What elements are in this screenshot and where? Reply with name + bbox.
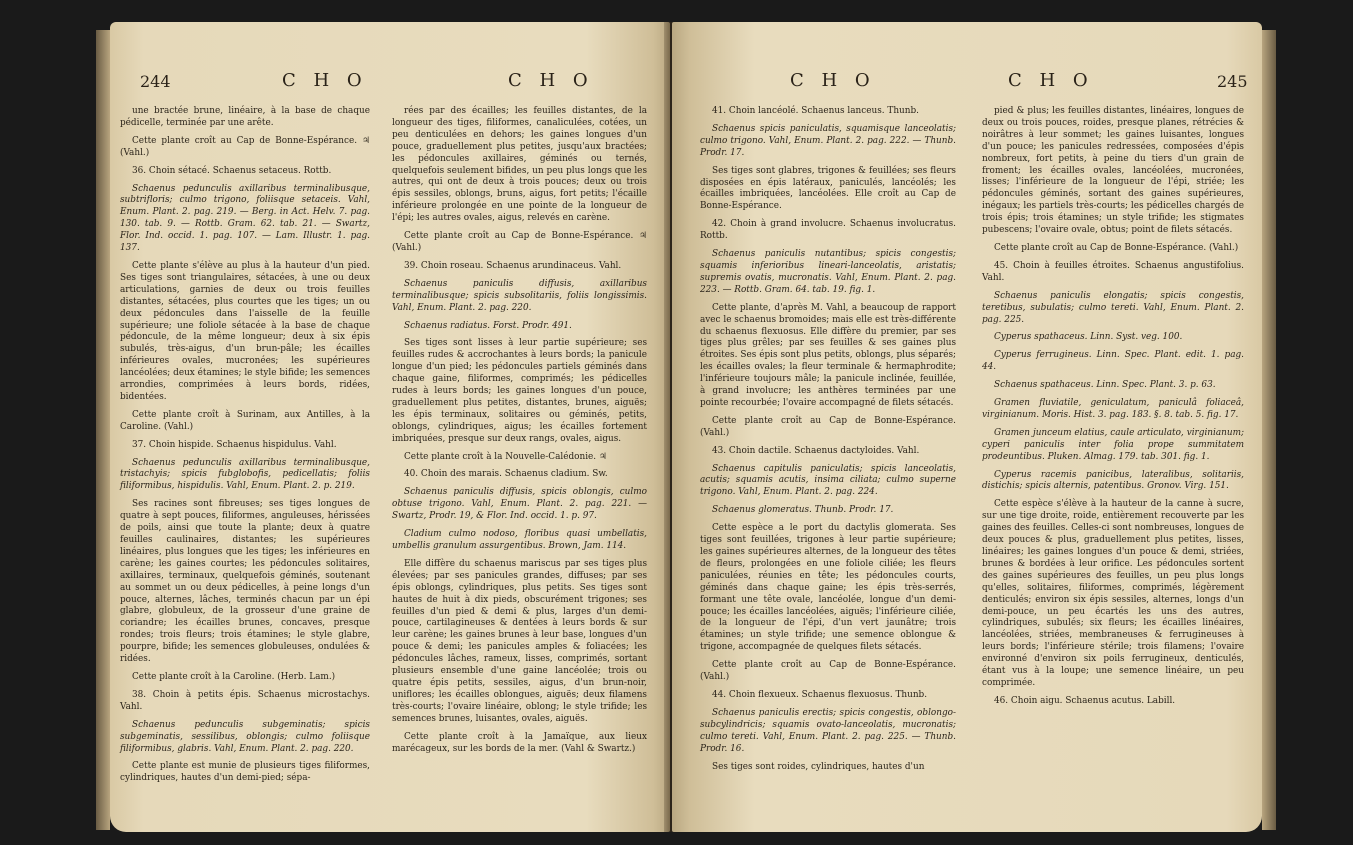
left-column-2 [392, 106, 647, 761]
body-paragraph: une bractée brune, linéaire, à la base de chaque pédicelle, terminée par une arête. [120, 106, 370, 128]
species-entry-heading: 43. Choin dactile. Schaenus dactyloides. Vahl. [712, 445, 920, 456]
left-running-head-1: C H O [282, 70, 368, 91]
species-entry-heading: 42. Choin à grand involucre. Schaenus involucratus. Rottb. [700, 219, 956, 242]
right-running-head-1: C H O [790, 70, 876, 91]
body-paragraph: Cette plante s'élève au plus à la hauteur d'un pied. Ses tiges sont triangulaires, sétacées, à une ou deux articulations, garnies de deux ou trois feuilles distantes, sétacées, plus courtes que les tiges; un ou deux pédoncules dans l'aisselle de la feuille supérieure; une foliole sétacée à la base de chaque pédoncule, de la même longueur; deux à six épis subulés, très-aigus, d'un brun-pâle; les écailles inférieures ovales, mucronées; les supérieures lancéolées; deux étamines; le style bifide; les semences arrondies, comprimées à leurs bords, ridées, bidentées. [120, 260, 370, 402]
synonym-citation: Schaenus spathaceus. Linn. Spec. Plant. 3. p. 63. [994, 380, 1216, 391]
synonym-citation: Schaenus paniculis diffusis, spicis oblongis, culmo obtuse trigono. Vahl, Enum. Plant. 2. pag. 221. — Swartz, Prodr. 19, & Flor. Ind. occid. 1. p. 97. [392, 487, 647, 522]
species-entry-heading: 45. Choin à feuilles étroites. Schaenus angustifolius. Vahl. [982, 260, 1244, 283]
body-paragraph: rées par des écailles; les feuilles distantes, de la longueur des tiges, filiformes, canaliculées, cotées, un peu denticulées en dehors; les gaines longues d'un pouce, graduellement plus petites, jusqu'aux bractées; les pédoncules axillaires, géminés ou ternés, quelquefois seulement bifides, un peu plus longs que les autres, qui ont de deux à trois pouces; deux ou trois épis sessiles, oblongs, bruns, aigus, fort petits; l'écaille inférieure prolongée en une pointe de la longueur de l'épi; les autres ovales, aigus, relevés en carène. [392, 106, 647, 224]
right-column-1 [700, 106, 956, 779]
left-page-number: 244 [140, 72, 171, 91]
synonym-citation: Schaenus paniculis erectis; spicis congestis, oblongo-subcylindricis; squamis ovato-lanceolatis, mucronatis; culmo tereti. Vahl, Enum. Plant. 2. pag. 225. — Thunb. Prodr. 16. [700, 707, 956, 754]
species-entry-heading: 36. Choin sétacé. Schaenus setaceus. Rottb. [132, 165, 332, 176]
synonym-citation: Cyperus spathaceus. Linn. Syst. veg. 100. [994, 332, 1183, 343]
synonym-citation: Schaenus paniculis nutantibus; spicis congestis; squamis inferioribus lineari-lanceolatis, aristatis; supremis ovatis, mucronatis. Vahl, Enum. Plant. 2. pag. 223. — Rottb. Gram. 64. tab. 19. fig. 1. [700, 249, 956, 295]
body-paragraph: Cette plante croît à la Nouvelle-Calédonie. ♃ [404, 451, 607, 462]
body-paragraph: Ses tiges sont roides, cylindriques, hautes d'un [712, 761, 925, 772]
right-column-2 [982, 106, 1244, 714]
body-paragraph: Cette plante, d'après M. Vahl, a beaucoup de rapport avec le schaenus bromoides; mais elle est très-différente du schaenus flexuosus. Elle diffère du premier, par ses tiges plus grêles; par ses feuilles & ses gaines plus étroites. Ses épis sont plus petits, oblongs, plus séparés; les écailles ovales; la fleur terminale & hermaphrodite; l'inférieure toujours mâle; la panicule inclinée, feuillée, à grand involucre; les anthères terminées par une pointe recourbée; l'ovaire accompagné de filets sétacés. [700, 302, 956, 408]
right-page-number: 245 [1217, 72, 1248, 91]
right-page-edge [1262, 30, 1276, 830]
body-paragraph: Ses racines sont fibreuses; ses tiges longues de quatre à sept pouces, filiformes, anguleuses, hérissées de poils, ainsi que toute la plante; deux à quatre feuilles caulinaires, distantes; les supérieures linéaires, plus longues que les tiges; les inférieures en carène; les gaines courtes; les pédoncules solitaires, axillaires, terminaux, quelquefois géminés, soutenant au sommet un ou deux pédicelles, à peine longs d'un pouce, alternes, lâches, terminés chacun par un épi glabre, globuleux, de la grosseur d'une graine de coriandre; les écailles brunes, concaves, presque rondes; trois fleurs; trois étamines; le style glabre, pourpre, bifide; les semences globuleuses, ondulées & ridées. [120, 499, 370, 665]
body-paragraph: Cette espèce a le port du dactylis glomerata. Ses tiges sont feuillées, trigones à leur partie supérieure; les gaines supérieures alternes, de la longueur des têtes de fleurs, prolongées en une foliole ciliée; les fleurs paniculées, réunies en tête; les pédoncules courts, géminés dans chaque gaine; les épis très-serrés, formant une tête ovale, lancéolée, longue d'un demi-pouce; les écailles lancéolées, aiguës; l'inférieure ciliée, de la longueur de l'épi, d'un vert jaunâtre; trois étamines; un style trifide; une semence oblongue & trigone, accompagnée de quelques filets sétacés. [700, 523, 956, 653]
body-paragraph: Cette plante croît à la Jamaïque, aux lieux marécageux, sur les bords de la mer. (Vahl & Swartz.) [392, 731, 647, 754]
body-paragraph: Cette plante croît au Cap de Bonne-Espérance. (Vahl.) [700, 415, 956, 438]
body-paragraph: Cette plante croît au Cap de Bonne-Espérance. (Vahl.) [700, 660, 956, 683]
species-entry-heading: 44. Choin flexueux. Schaenus flexuosus. Thunb. [712, 689, 928, 700]
synonym-citation: Schaenus paniculis diffusis, axillaribus terminalibusque; spicis subsolitariis, foliis longissimis. Vahl, Enum. Plant. 2. pag. 220. [392, 278, 647, 313]
body-paragraph: Cette plante croît au Cap de Bonne-Espérance. (Vahl.) [994, 242, 1239, 253]
body-paragraph: pied & plus; les feuilles distantes, linéaires, longues de deux ou trois pouces, roides, presque planes, rétrécies & noirâtres à leur sommet; les gaines luisantes, longues d'un pouce; les panicules redressées, composées d'épis nombreux, fort petits, à peine du tiers d'un grain de froment; les écailles ovales, lancéolées, mucronées, lisses; l'inférieure de la longueur de l'épi, striée; les pédoncules géminés, sortant des gaines supérieures, inégaux; les partiels très-courts; les pédicelles chargés de trois épis; trois étamines; un style trifide; les stigmates pubescens; l'ovaire ovale, obtus; point de filets sétacés. [982, 106, 1244, 236]
synonym-citation: Cyperus ferrugineus. Linn. Spec. Plant. edit. 1. pag. 44. [982, 350, 1244, 373]
body-paragraph: Cette espèce s'élève à la hauteur de la canne à sucre, sur une tige droite, roide, entièrement recouverte par les gaines des feuilles. Celles-ci sont nombreuses, longues de deux pouces & plus, graduellement plus petites, lisses, linéaires; les gaines longues d'un pouce & demi, striées, brunes & bordées à leur orifice. Les pédoncules sortent des gaines supérieures des feuilles, un peu plus longs qu'elles, solitaires, filiformes, comprimés, légèrement denticulés; environ six épis sessiles, alternes, longs d'un demi-pouce, un peu écartés les uns des autres, cylindriques, subulés; six fleurs; les écailles linéaires, lancéolées, striées, membraneuses & ferrugineuses à leurs bords; l'inférieure stérile; trois filamens; l'ovaire environné d'environ six poils ferrugineux, denticulés, étant vus à la loupe; une semence linéaire, un peu comprimée. [982, 499, 1244, 688]
body-paragraph: Cette plante croît au Cap de Bonne-Espérance. ♃ (Vahl.) [392, 231, 647, 253]
left-column-1 [120, 106, 370, 791]
body-paragraph: Cette plante croît à Surinam, aux Antilles, à la Caroline. (Vahl.) [120, 409, 370, 432]
body-paragraph: Cette plante croît au Cap de Bonne-Espérance. ♃ (Vahl.) [120, 135, 370, 158]
species-entry-heading: 37. Choin hispide. Schaenus hispidulus. Vahl. [132, 439, 337, 450]
synonym-citation: Cyperus racemis panicibus, lateralibus, solitariis, distichis; spicis alternis, patentibus. Gronov. Virg. 151. [982, 469, 1244, 492]
right-running-head-2: C H O [1008, 70, 1094, 91]
body-paragraph: Elle diffère du schaenus mariscus par ses tiges plus élevées; par ses panicules grandes, diffuses; par ses épis oblongs, cylindriques, plus petits. Ses tiges sont hautes de huit à dix pieds, obscurément trigones; ses feuilles d'un pied & demi & plus, larges d'un demi-pouce, cartilagineuses & dentées à leurs bords & sur leur carène; les gaines brunes à leur base, longues d'un pouce & demi; les panicules amples & foliacées; les pédoncules lâches, rameux, lisses, comprimés, sortant plusieurs ensemble d'une gaine lancéolée; trois ou quatre épis petits, sessiles, aigus, d'un brun-noir, uniflores; les écailles oblongues, aiguës; deux filamens très-courts; l'ovaire linéaire, oblong; le style trifide; les semences brunes, luisantes, ovales, aiguës. [392, 558, 647, 724]
species-entry-heading: 40. Choin des marais. Schaenus cladium. Sw. [404, 469, 608, 480]
left-page-edge [96, 30, 110, 830]
left-page [110, 22, 670, 832]
species-entry-heading: 39. Choin roseau. Schaenus arundinaceus. Vahl. [404, 260, 622, 271]
species-entry-heading: 41. Choin lancéolé. Schaenus lanceus. Thunb. [712, 106, 919, 116]
synonym-citation: Schaenus pedunculis subgeminatis; spicis subgeminatis, sessilibus, oblongis; culmo foliisque filiformibus, glabris. Vahl, Enum. Plant. 2. pag. 220. [120, 719, 370, 754]
species-entry-heading: 38. Choin à petits épis. Schaenus microstachys. Vahl. [120, 689, 370, 712]
body-paragraph: Cette plante est munie de plusieurs tiges filiformes, cylindriques, hautes d'un demi-pied; sépa- [120, 761, 370, 784]
synonym-citation: Schaenus pedunculis axillaribus terminalibusque, subtrifloris; culmo trigono, foliisque setaceis. Vahl, Enum. Plant. 2. pag. 219. — Berg. in Act. Helv. 7. pag. 130. tab. 9. — Rottb. Gram. 62. tab. 21. — Swartz, Flor. Ind. occid. 1. pag. 107. — Lam. Illustr. 1. pag. 137. [120, 183, 370, 254]
synonym-citation: Schaenus paniculis elongatis; spicis congestis, teretibus, subulatis; culmo tereti. Vahl, Enum. Plant. 2. pag. 225. [982, 290, 1244, 325]
synonym-citation: Schaenus pedunculis axillaribus terminalibusque, tristachyis; spicis fubglobofis, pedicellatis; foliis filiformibus, hispidulis. Vahl, Enum. Plant. 2. p. 219. [120, 457, 370, 492]
synonym-citation: Schaenus spicis paniculatis, squamisque lanceolatis; culmo trigono. Vahl, Enum. Plant. 2. pag. 222. — Thunb. Prodr. 17. [700, 123, 956, 158]
synonym-citation: Gramen junceum elatius, caule articulato, virginianum; cyperi paniculis inter folia prope summitatem prodeuntibus. Pluken. Almag. 179. tab. 301. fig. 1. [982, 427, 1244, 462]
right-page [672, 22, 1262, 832]
body-paragraph: Ses tiges sont glabres, trigones & feuillées; ses fleurs disposées en épis latéraux, paniculés, lancéolés; les écailles imbriquées, lancéolées. Elle croît au Cap de Bonne-Espérance. [700, 165, 956, 212]
synonym-citation: Schaenus glomeratus. Thunb. Prodr. 17. [712, 505, 894, 516]
synonym-citation: Schaenus capitulis paniculatis; spicis lanceolatis, acutis; squamis acutis, insima ciliata; culmo superne trigono. Vahl, Enum. Plant. 2. pag. 224. [700, 463, 956, 498]
species-entry-heading: 46. Choin aigu. Schaenus acutus. Labill. [994, 695, 1176, 706]
left-running-head-2: C H O [508, 70, 594, 91]
synonym-citation: Schaenus radiatus. Forst. Prodr. 491. [404, 320, 572, 331]
body-paragraph: Ses tiges sont lisses à leur partie supérieure; ses feuilles rudes & accrochantes à leurs bords; la panicule longue d'un pied; les pédoncules partiels géminés dans chaque gaine, filiformes, comprimés; les pédicelles rudes à leurs bords; les gaines longues d'un pouce, graduellement plus petites, distantes, brunes, aiguës; les épis terminaux, solitaires ou géminés, petits, oblongs, cylindriques, aigus; les écailles fortement imbriquées, presque sur deux rangs, ovales, aigus. [392, 338, 647, 444]
synonym-citation: Gramen fluviatile, geniculatum, paniculâ foliaceâ, virginianum. Moris. Hist. 3. pag. 183. §. 8. tab. 5. fig. 17. [982, 398, 1244, 420]
body-paragraph: Cette plante croît à la Caroline. (Herb. Lam.) [132, 671, 336, 682]
synonym-citation: Cladium culmo nodoso, floribus quasi umbellatis, umbellis granulum assurgentibus. Brown, Jam. 114. [392, 529, 647, 551]
